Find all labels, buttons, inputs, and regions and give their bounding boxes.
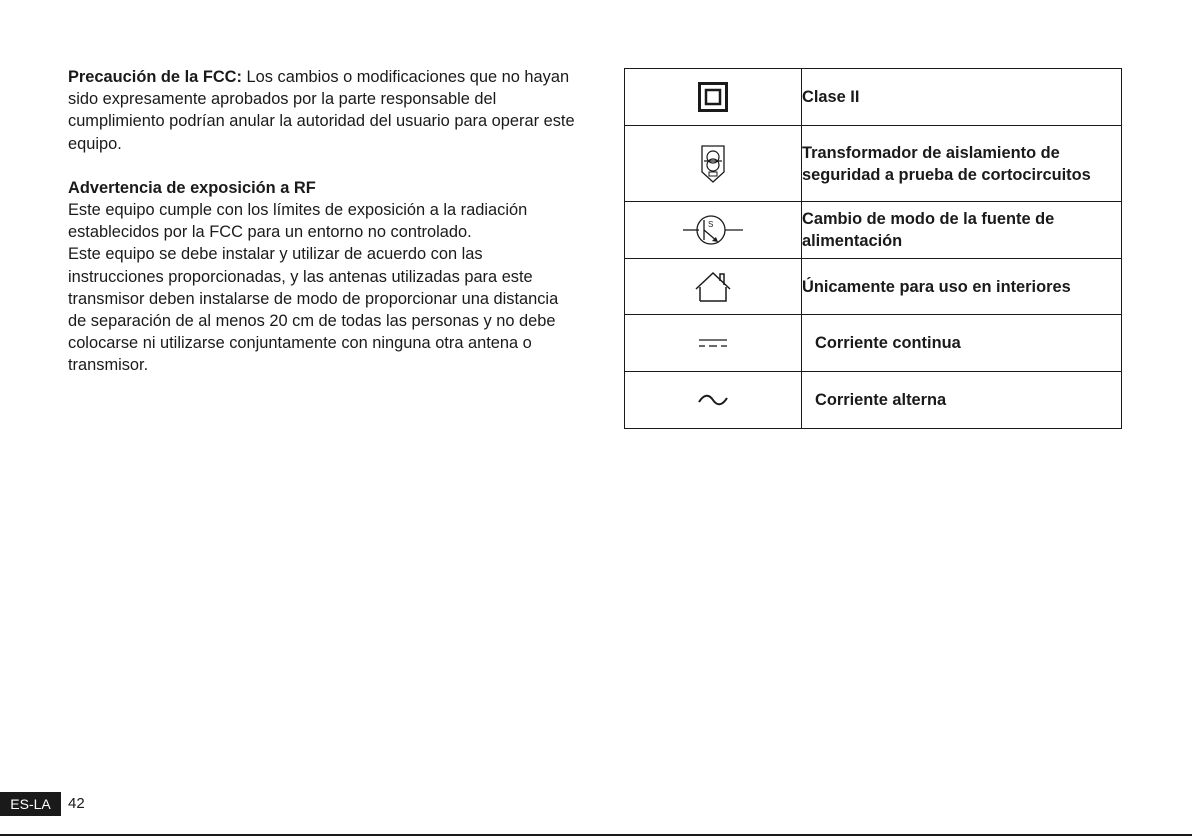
table-row bbox=[625, 69, 1122, 126]
class-ii-double-square-icon bbox=[698, 82, 728, 112]
rf-warning-paragraph-2: Este equipo se debe instalar y utilizar de acuerdo con las instrucciones proporcionadas, y las antenas utilizadas para este transmisor deben instalarse de modo de proporcionar una distancia de separación de al menos 20 cm de todas las personas y no debe colocarse ni utilizarse conjuntamente con ninguna otra antena o transmisor. bbox=[68, 245, 559, 375]
warnings-column bbox=[68, 66, 578, 377]
symbol-cell bbox=[625, 69, 802, 126]
svg-text:S: S bbox=[708, 220, 714, 229]
symbol-label: Corriente alterna bbox=[802, 372, 1122, 429]
switch-mode-power-supply-icon bbox=[681, 210, 745, 250]
symbol-label: Únicamente para uso en interiores bbox=[802, 259, 1122, 315]
symbol-label: Corriente continua bbox=[802, 315, 1122, 372]
fcc-caution-paragraph bbox=[68, 66, 578, 155]
symbols-table bbox=[624, 68, 1122, 429]
table-row bbox=[625, 372, 1122, 429]
page-number: 42 bbox=[68, 795, 85, 812]
direct-current-icon bbox=[698, 337, 728, 349]
fcc-caution-text: Los cambios o modificaciones que no hayan sido expresamente aprobados por la parte responsable del cumplimiento podrían anular la autoridad del usuario para operar este equipo. bbox=[68, 68, 575, 153]
bottom-rule bbox=[0, 834, 1192, 836]
symbol-cell bbox=[625, 202, 802, 259]
symbol-label: Cambio de modo de la fuente de alimentación bbox=[802, 202, 1122, 259]
symbol-cell bbox=[625, 259, 802, 315]
fcc-caution-heading: Precaución de la FCC: bbox=[68, 68, 242, 86]
symbol-label: Transformador de aislamiento de seguridad a prueba de cortocircuitos bbox=[802, 126, 1122, 202]
rf-warning-heading: Advertencia de exposición a RF bbox=[68, 178, 316, 197]
rf-warning-paragraph-1: Este equipo cumple con los límites de exposición a la radiación establecidos por la FCC para un entorno no controlado. bbox=[68, 201, 528, 242]
locale-badge: ES-LA bbox=[0, 792, 61, 816]
table-row bbox=[625, 315, 1122, 372]
safety-isolating-transformer-icon bbox=[700, 144, 726, 184]
symbol-cell bbox=[625, 372, 802, 429]
symbol-cell bbox=[625, 126, 802, 202]
symbol-cell bbox=[625, 315, 802, 372]
alternating-current-icon bbox=[697, 393, 729, 407]
indoor-use-house-icon bbox=[694, 271, 732, 303]
table-row bbox=[625, 259, 1122, 315]
symbol-label: Clase II bbox=[802, 69, 1122, 126]
table-row bbox=[625, 126, 1122, 202]
table-row bbox=[625, 202, 1122, 259]
